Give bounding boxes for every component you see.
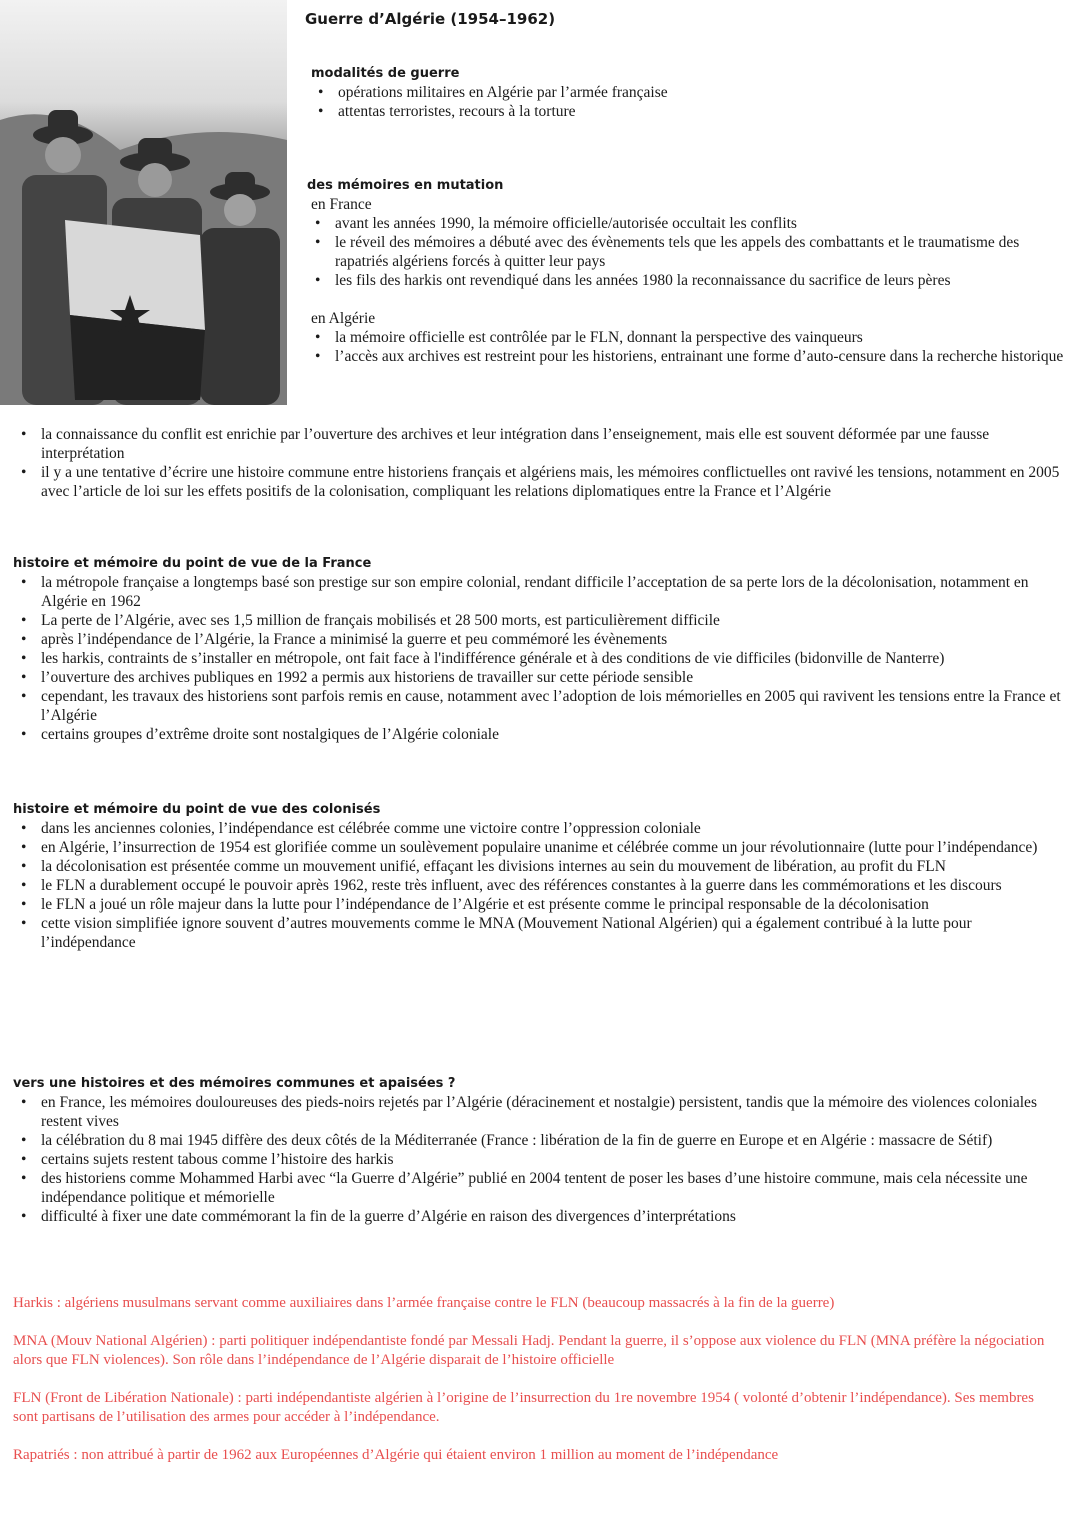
subheading-france: en France: [311, 196, 372, 213]
document-title-block: [305, 10, 555, 29]
list-item: • le FLN a durablement occupé le pouvoir après 1962, reste très influent, avec des références constantes à la guerre dans les commémorations et les discours: [41, 876, 1063, 895]
definition-mna: MNA (Mouv National Algérien) : parti politiquer indépendantiste fondé par Messali Hadj. Pendant la guerre, il s’oppose aux violence du FLN (MNA préfère la négociation alors que FLN violences). Son rôle dans l’indépendance de l’Algérie disparait de l’histoire officielle: [13, 1333, 1045, 1368]
list-item: • la mémoire officielle est contrôlée par le FLN, donnant la perspective des vainqueurs: [335, 328, 1067, 347]
list-item: • le réveil des mémoires a débuté avec des évènements tels que les appels des combattants et le traumatisme des rapatriés algériens forcés à quitter leur pays: [335, 233, 1067, 271]
list-item: • la connaissance du conflit est enrichie par l’ouverture des archives et leur intégration dans l’enseignement, mais elle est souvent déformée par une fausse interprétation: [41, 425, 1063, 463]
list-item: • cette vision simplifiée ignore souvent d’autres mouvements comme le MNA (Mouvement National Algérien) qui a également contribué à la lutte pour l’indépendance: [41, 914, 1063, 952]
definitions: [13, 1294, 1053, 1465]
section-heading: histoire et mémoire du point de vue des colonisés: [13, 802, 381, 817]
list-item: • la décolonisation est présentée comme un mouvement unifié, effaçant les divisions internes au sein du mouvement de libération, au profit du FLN: [41, 857, 1063, 876]
section-communes: [13, 1074, 1063, 1226]
list-item: • La perte de l’Algérie, avec ses 1,5 million de français mobilisés et 28 500 morts, est particulièrement difficile: [41, 611, 1063, 630]
list-item: • après l’indépendance de l’Algérie, la France a minimisé la guerre et peu commémoré les évènements: [41, 630, 1063, 649]
list-item: • certains sujets restent tabous comme l’histoire des harkis: [41, 1150, 1063, 1169]
list-item: • les fils des harkis ont revendiqué dans les années 1980 la reconnaissance du sacrifice de leurs pères: [335, 271, 1067, 290]
list-item: • l’ouverture des archives publiques en 1992 a permis aux historiens de travailler sur cette période sensible: [41, 668, 1063, 687]
list-item: • avant les années 1990, la mémoire officielle/autorisée occultait les conflits: [335, 214, 1067, 233]
list-item: • dans les anciennes colonies, l’indépendance est célébrée comme une victoire contre l’oppression coloniale: [41, 819, 1063, 838]
section-heading: histoire et mémoire du point de vue de la France: [13, 556, 372, 571]
definition-harkis: Harkis : algériens musulmans servant comme auxiliaires dans l’armée française contre le FLN (beaucoup massacrés à la fin de la guerre): [13, 1295, 835, 1311]
list-item: • il y a une tentative d’écrire une histoire commune entre historiens français et algériens mais, les mémoires conflictuelles ont ravivé les tensions, notamment en 2005 avec l’article de loi sur les effets positifs de la colonisation, compliquant les relations diplomatiques entre la France et l’Algérie: [41, 463, 1063, 501]
section-heading: vers une histoires et des mémoires communes et apaisées ?: [13, 1076, 456, 1091]
list-item: • opérations militaires en Algérie par l’armée française: [338, 83, 1071, 102]
section-modalites: [311, 64, 1071, 121]
subheading-algerie: en Algérie: [311, 310, 376, 327]
list-item: • les harkis, contraints de s’installer en métropole, ont fait face à l'indifférence générale et à des conditions de vie difficiles (bidonville de Nanterre): [41, 649, 1063, 668]
photo-illustration: [0, 0, 287, 405]
definition-fln: FLN (Front de Libération Nationale) : parti indépendantiste algérien à l’origine de l’insurrection du 1re novembre 1954 ( volonté d’obtenir l’indépendance). Ses membres sont partisans de l’utilisation des armes pour accéder à l’indépendance.: [13, 1390, 1034, 1425]
list-item: • des historiens comme Mohammed Harbi avec “la Guerre d’Algérie” publié en 2004 tentent de poser les bases d’une histoire commune, mais cela nécessite une indépendance politique et mémorielle: [41, 1169, 1063, 1207]
section-colonises-view: [13, 800, 1063, 952]
soldiers-photo: [0, 0, 287, 405]
list-item: • certains groupes d’extrême droite sont nostalgiques de l’Algérie coloniale: [41, 725, 1063, 744]
list-item: • attentas terroristes, recours à la torture: [338, 102, 1071, 121]
section-heading: modalités de guerre: [311, 66, 460, 81]
list-item: • l’accès aux archives est restreint pour les historiens, entrainant une forme d’auto-censure dans la recherche historique: [335, 347, 1067, 366]
section-france-view: [13, 554, 1063, 744]
list-item: • la métropole française a longtemps basé son prestige sur son empire colonial, rendant difficile l’acceptation de sa perte lors de la décolonisation, notamment en Algérie en 1962: [41, 573, 1063, 611]
definition-rapatries: Rapatriés : non attribué à partir de 1962 aux Européennes d’Algérie qui étaient environ 1 million au moment de l’indépendance: [13, 1447, 779, 1463]
list-item: • le FLN a joué un rôle majeur dans la lutte pour l’indépendance de l’Algérie et est présente comme le principal responsable de la décolonisation: [41, 895, 1063, 914]
list-item: • en Algérie, l’insurrection de 1954 est glorifiée comme un soulèvement populaire unanime et célébrée comme un jour révolutionnaire (lutte pour l’indépendance): [41, 838, 1063, 857]
list-item: • la célébration du 8 mai 1945 diffère des deux côtés de la Méditerranée (France : libération de la fin de guerre en Europe et en Algérie : massacre de Sétif): [41, 1131, 1063, 1150]
section-heading: des mémoires en mutation: [307, 178, 504, 193]
list-item: • difficulté à fixer une date commémorant la fin de la guerre d’Algérie en raison des divergences d’interprétations: [41, 1207, 1063, 1226]
section-memoires-general: [13, 425, 1063, 501]
list-item: • cependant, les travaux des historiens sont parfois remis en cause, notamment avec l’adoption de lois mémorielles en 2005 qui ravivent les tensions entre la France et l’Algérie: [41, 687, 1063, 725]
list-item: • en France, les mémoires douloureuses des pieds-noirs rejetés par l’Algérie (déracinement et nostalgie) persistent, tandis que la mémoire des violences coloniales restent vives: [41, 1093, 1063, 1131]
document-title: Guerre d’Algérie (1954–1962): [305, 10, 556, 28]
section-memoires: [307, 176, 1067, 366]
